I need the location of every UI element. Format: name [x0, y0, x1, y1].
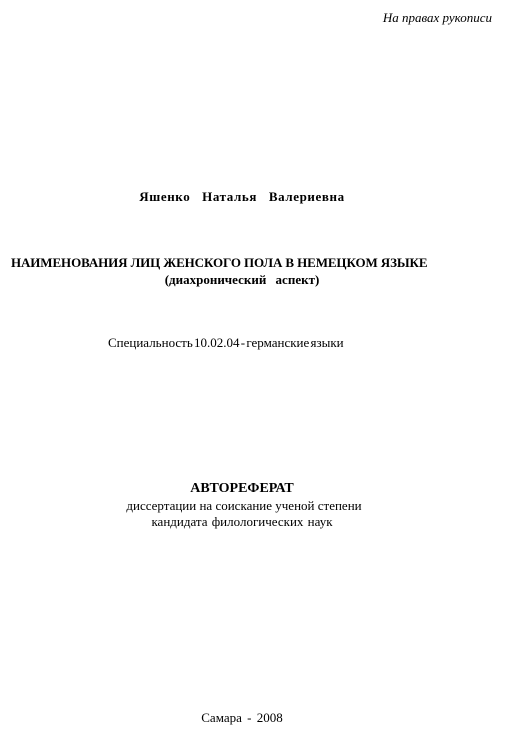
author-name: Яшенко Наталья Валериевна — [139, 189, 345, 204]
work-title: НАИМЕНОВАНИЯ ЛИЦ ЖЕНСКОГО ПОЛА В НЕМЕЦКОМ ЯЗЫКЕ — [11, 255, 428, 270]
abstract-heading: АВТОРЕФЕРАТ — [190, 481, 294, 496]
rights-note: На правах рукописи — [382, 10, 492, 25]
city-year: Самара - 2008 — [201, 710, 283, 725]
abstract-line-2: кандидата филологических наук — [151, 514, 333, 529]
specialty: Специальность 10.02.04 - германские языки — [108, 335, 344, 350]
work-subtitle: (диахронический аспект) — [164, 272, 320, 287]
abstract-line-1: диссертации на соискание ученой степени — [126, 498, 362, 513]
